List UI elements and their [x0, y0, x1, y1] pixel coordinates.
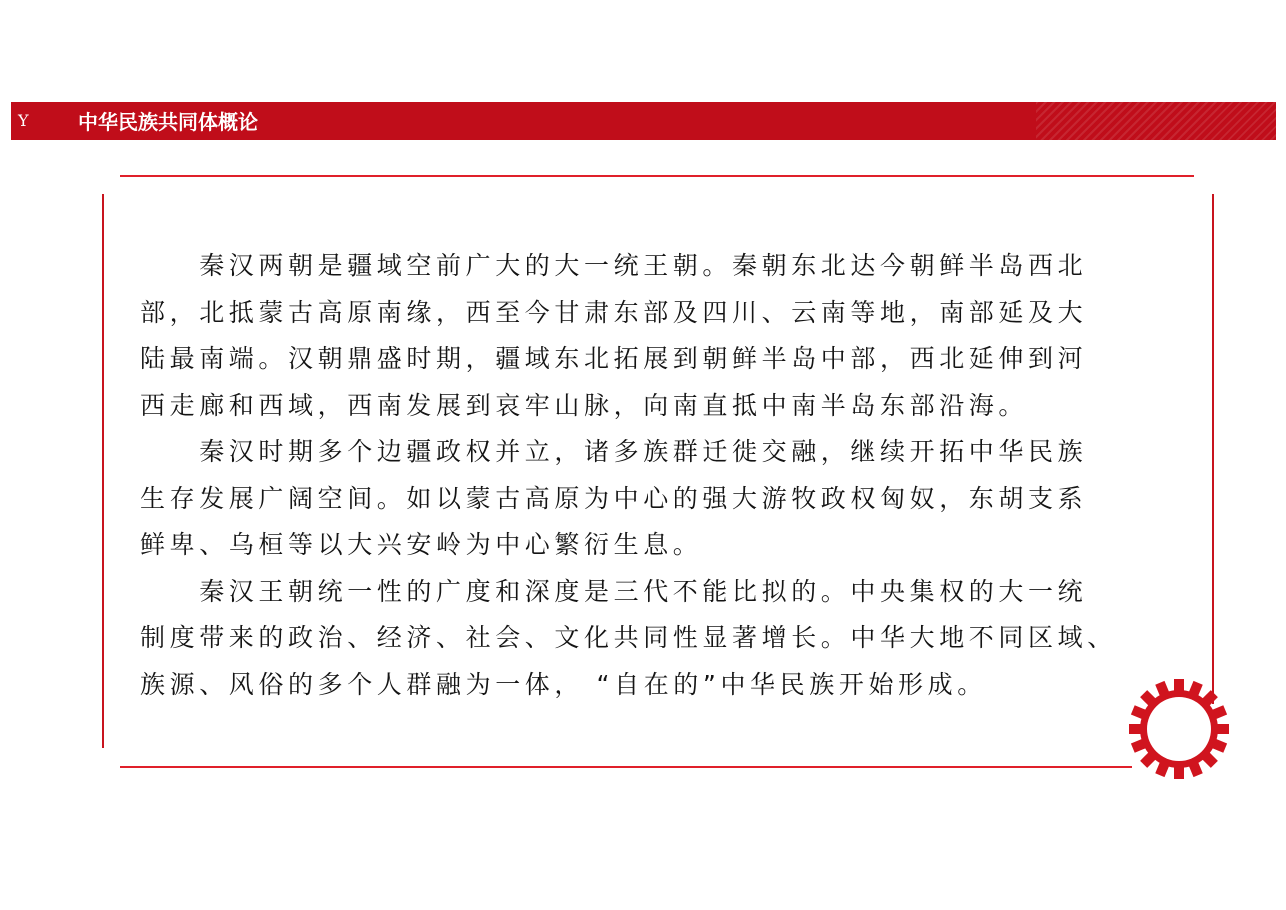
- text-line: 秦汉王朝统一性的广度和深度是三代不能比拟的。中央集权的大一统: [140, 576, 1088, 606]
- text-line: 生存发展广阔空间。如以蒙古高原为中心的强大游牧政权匈奴，东胡支系: [140, 483, 1088, 513]
- text-line: 陆最南端。汉朝鼎盛时期，疆域东北拓展到朝鲜半岛中部，西北延伸到河: [140, 344, 1088, 373]
- bottom-rule: [120, 766, 1132, 768]
- left-rule: [102, 194, 104, 748]
- text-line: 秦汉时期多个边疆政权并立，诸多族群迁徙交融，继续开拓中华民族: [140, 437, 1088, 466]
- text-line: 制度带来的政治、经济、社会、文化共同性显著增长。中华大地不同区域、: [140, 623, 1117, 652]
- text-line: 秦汉两朝是疆域空前广大的大一统王朝。秦朝东北达今朝鲜半岛西北: [140, 251, 1088, 280]
- top-rule: [120, 175, 1194, 177]
- text-line: 部，北抵蒙古高原南缘，西至今甘肃东部及四川、云南等地，南部延及大: [140, 297, 1088, 327]
- text-line: 西走廊和西域，西南发展到哀牢山脉，向南直抵中南半岛东部沿海。: [140, 390, 1029, 420]
- text-line: 鲜卑、乌桓等以大兴安岭为中心繁衍生息。: [140, 530, 703, 559]
- header-title: 中华民族共同体概论: [78, 110, 258, 134]
- header-mark: Y: [18, 111, 29, 130]
- body-text: [140, 243, 1230, 708]
- text-line: 族源、风俗的多个人群融为一体， “自在的”中华民族开始形成。: [140, 669, 987, 699]
- gear-icon: [1128, 678, 1230, 780]
- header-bar: [11, 102, 1276, 140]
- header-stripes: [1036, 102, 1276, 140]
